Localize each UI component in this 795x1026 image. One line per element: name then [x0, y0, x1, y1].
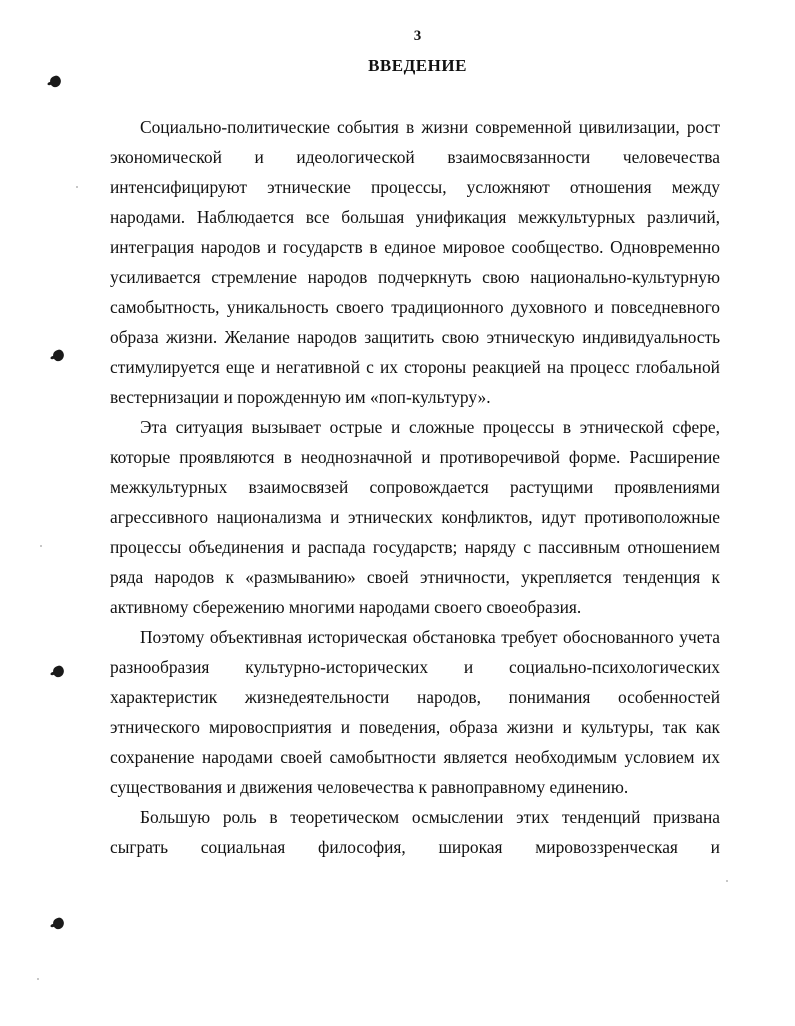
- document-body: [110, 112, 720, 862]
- paragraph-4: Большую роль в теоретическом осмыслении этих тенденций призвана сыграть социальная философия, широкая мировоззренческая и: [110, 807, 720, 857]
- paragraph-1: Социально-политические события в жизни современной цивилизации, рост экономической и идеологической взаимосвязанности человечества интенсифицируют этнические процессы, усложняют отношения между народами. Наблюдается все большая унификация межкультурных различий, интеграция народов и государств в единое мировое сообщество. Одновременно усиливается стремление народов подчеркнуть свою национально-культурную самобытность, уникальность своего традиционного духовного и повседневного образа жизни. Желание народов защитить свою этническую индивидуальность стимулируется еще и негативной с их стороны реакцией на процесс глобальной вестернизации и порожденную им «поп-культуру».: [110, 117, 720, 407]
- paragraph-3: Поэтому объективная историческая обстановка требует обоснованного учета разнообразия культурно-исторических и социально-психологических характеристик жизнедеятельности народов, понимания особенностей этнического мировосприятия и поведения, образа жизни и культуры, так как сохранение народами своей самобытности является необходимым условием их существования и движения человечества к равноправному единению.: [110, 627, 720, 797]
- page-number: 3: [413, 28, 422, 44]
- scan-speck: [37, 978, 39, 980]
- punch-hole-mark: [48, 74, 62, 88]
- punch-hole-mark: [51, 348, 65, 362]
- scan-speck: [40, 545, 42, 547]
- paragraph-2: Эта ситуация вызывает острые и сложные процессы в этнической сфере, которые проявляются в неоднозначной и противоречивой форме. Расширение межкультурных взаимосвязей сопровождается растущими проявлениями агрессивного национализма и этнических конфликтов, идут противоположные процессы объединения и распада государств; наряду с пассивным отношением ряда народов к «размыванию» своей этничности, укрепляется тенденция к активному сбережению многими народами своего своеобразия.: [110, 417, 720, 617]
- scan-speck: [76, 186, 78, 188]
- punch-hole-mark: [51, 664, 65, 678]
- punch-hole-mark: [51, 916, 65, 930]
- page-title: ВВЕДЕНИЕ: [368, 56, 467, 75]
- scan-speck: [726, 880, 728, 882]
